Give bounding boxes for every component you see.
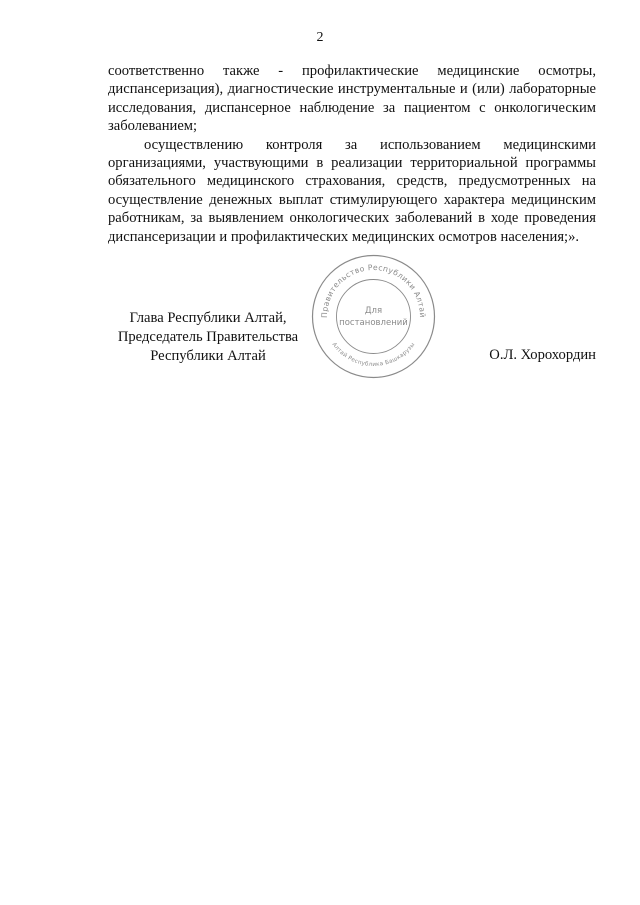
seal-bottom-text: Алтай Республика Башкарузы xyxy=(330,341,417,368)
paragraph-control: осуществлению контроля за использованием медицинскими организациями, участвующими в реализации территориальной программы обязательного медицинского страхования, средств, предусмотренных на осуществление денежных выплат стимулирующего характера медицинским работникам, за выявлением онкологических заболеваний в ходе проведения диспансеризации и профилактических медицинских осмотров населения;». xyxy=(108,136,596,245)
seal-outer-ring xyxy=(313,256,435,378)
seal-center-line-1: Для xyxy=(364,306,383,316)
signatory-title-line-1: Глава Республики Алтай, xyxy=(129,310,287,326)
seal-center-line-2: постановлений xyxy=(339,318,408,328)
signatory-title-line-2: Председатель Правительства xyxy=(117,329,299,345)
signatory-name: О.Л. Хорохордин xyxy=(489,347,596,363)
paragraph-continuation: соответственно также - профилактические медицинские осмотры, диспансеризация), диагностические инструментальные и (или) лабораторные исследования, диспансерное наблюдение за пациентом с онкологическим заболеванием; xyxy=(108,63,596,135)
seal-inner-ring xyxy=(337,280,411,354)
document-body xyxy=(108,62,596,246)
signatory-title-block xyxy=(108,309,308,366)
page-number: 2 xyxy=(316,30,324,45)
seal-outer-text: Правительство Республики Алтай xyxy=(319,262,428,319)
signatory-title-line-3: Республики Алтай xyxy=(150,348,266,364)
official-seal-stamp xyxy=(310,253,437,380)
